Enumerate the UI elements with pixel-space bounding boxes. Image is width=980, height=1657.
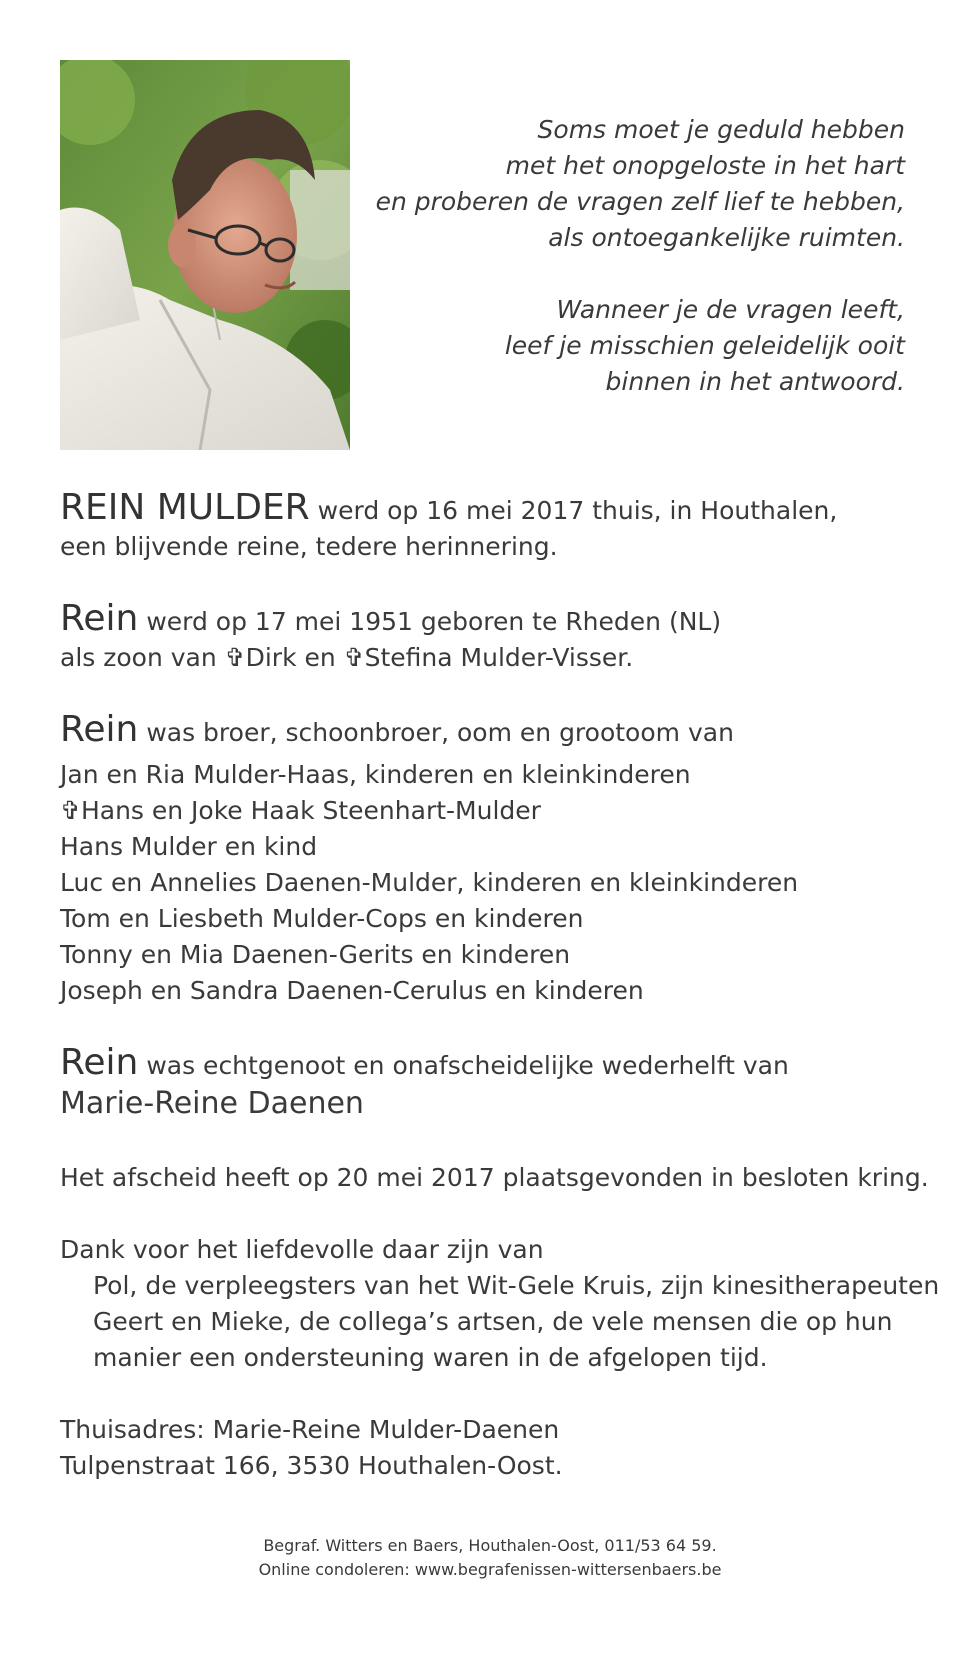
- address-line-2: Tulpenstraat 166, 3530 Houthalen-Oost.: [60, 1451, 563, 1480]
- poem-line: Wanneer je de vragen leeft,: [556, 295, 905, 324]
- poem-line: binnen in het antwoord.: [605, 367, 905, 396]
- thanks-paragraph: [60, 1232, 940, 1376]
- poem: [345, 112, 905, 436]
- family-line-1: [60, 709, 940, 751]
- intro-paragraph: [60, 487, 940, 565]
- family-member: Tom en Liesbeth Mulder-Cops en kinderen: [60, 904, 584, 933]
- funeral-home-line: Begraf. Witters en Baers, Houthalen-Oost, 011/53 64 59.: [263, 1536, 717, 1555]
- farewell-text: Het afscheid heeft op 20 mei 2017 plaatsgevonden in besloten kring.: [60, 1163, 929, 1192]
- thanks-line: manier een ondersteuning waren in de afgelopen tijd.: [93, 1343, 768, 1372]
- poem-line: met het onopgeloste in het hart: [505, 151, 905, 180]
- birth-line-1: [60, 598, 940, 640]
- first-name: Rein: [60, 709, 139, 750]
- family-text: was broer, schoonbroer, oom en grootoom van: [138, 718, 734, 747]
- portrait-photo: [60, 60, 350, 450]
- birth-line-2: als zoon van ✞Dirk en ✞Stefina Mulder-Visser.: [60, 643, 634, 672]
- obituary-text: [60, 487, 940, 1520]
- poem-line: als ontoegankelijke ruimten.: [548, 223, 905, 252]
- footer: [0, 1534, 980, 1582]
- family-member: Tonny en Mia Daenen-Gerits en kinderen: [60, 940, 571, 969]
- poem-line: Soms moet je geduld hebben: [537, 115, 905, 144]
- family-paragraph: [60, 709, 940, 1009]
- thanks-line: Geert en Mieke, de collega’s artsen, de vele mensen die op hun: [93, 1307, 893, 1336]
- birth-text: werd op 17 mei 1951 geboren te Rheden (NL): [138, 607, 722, 636]
- address-line-1: Thuisadres: Marie-Reine Mulder-Daenen: [60, 1415, 560, 1444]
- poem-line: leef je misschien geleidelijk ooit: [504, 331, 905, 360]
- first-name: Rein: [60, 598, 139, 639]
- thanks-line: Pol, de verpleegsters van het Wit-Gele Kruis, zijn kinesitherapeuten: [93, 1271, 940, 1300]
- first-name: Rein: [60, 1042, 139, 1083]
- intro-line-1: [60, 487, 940, 529]
- poem-stanza-1: [345, 112, 905, 256]
- intro-line-2: een blijvende reine, tedere herinnering.: [60, 532, 558, 561]
- birth-paragraph: [60, 598, 940, 676]
- family-member: Jan en Ria Mulder-Haas, kinderen en kleinkinderen: [60, 760, 691, 789]
- poem-stanza-2: [345, 292, 905, 400]
- spouse-line-1: [60, 1042, 940, 1084]
- thanks-intro: Dank voor het liefdevolle daar zijn van: [60, 1235, 544, 1264]
- spouse-paragraph: [60, 1042, 940, 1124]
- spouse-name: Marie-Reine Daenen: [60, 1086, 364, 1121]
- farewell-paragraph: [60, 1160, 940, 1196]
- family-member: Hans Mulder en kind: [60, 832, 318, 861]
- deceased-name: REIN MULDER: [60, 487, 310, 528]
- poem-line: en proberen de vragen zelf lief te hebben,: [375, 187, 905, 216]
- family-member: Luc en Annelies Daenen-Mulder, kinderen en kleinkinderen: [60, 868, 799, 897]
- intro-text: werd op 16 mei 2017 thuis, in Houthalen,: [309, 496, 838, 525]
- family-member: Joseph en Sandra Daenen-Cerulus en kinderen: [60, 976, 644, 1005]
- family-member: ✞Hans en Joke Haak Steenhart-Mulder: [60, 796, 541, 825]
- online-condolence-link[interactable]: Online condoleren: www.begrafenissen-wittersenbaers.be: [258, 1560, 722, 1579]
- spouse-text: was echtgenoot en onafscheidelijke wederhelft van: [138, 1051, 789, 1080]
- address-paragraph: [60, 1412, 940, 1484]
